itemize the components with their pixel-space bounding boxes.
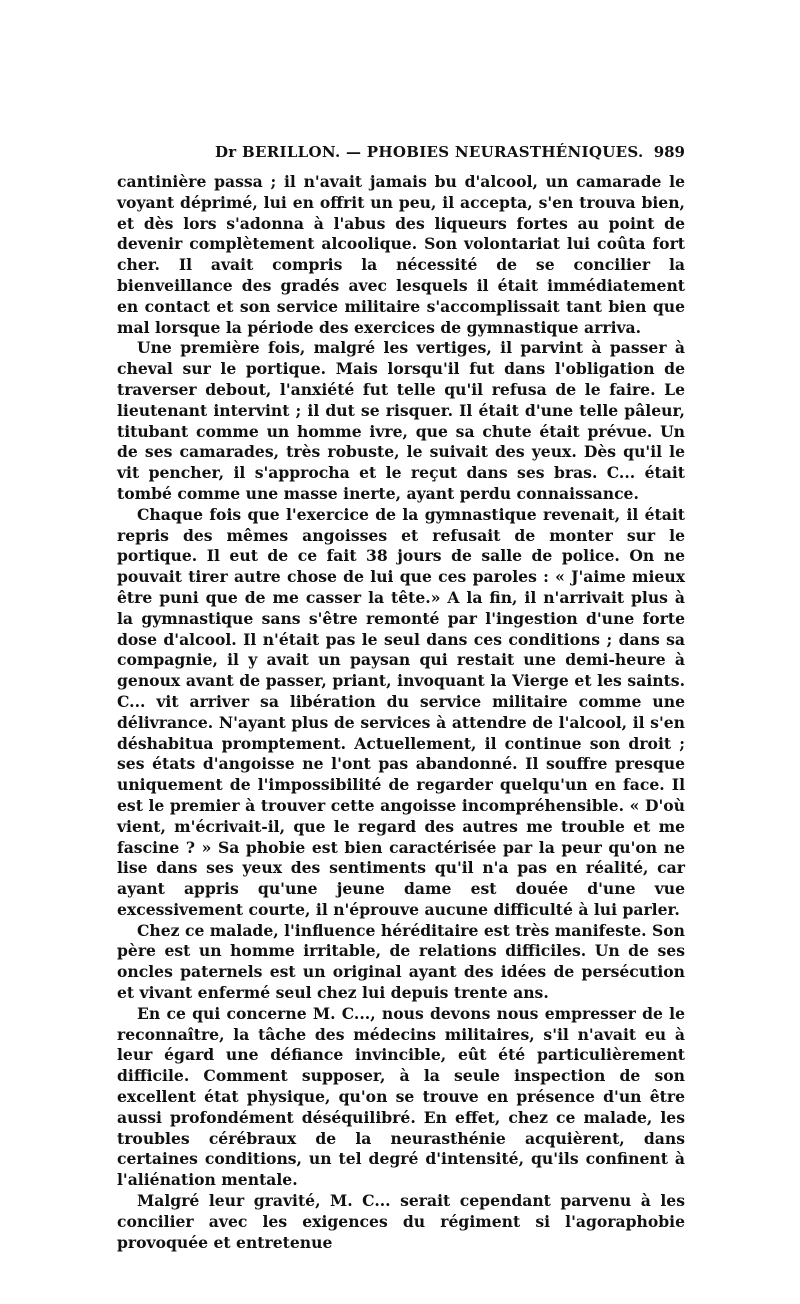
running-head: Dr BERILLON. — PHOBIES NEURASTHÉNIQUES. [215, 143, 644, 161]
paragraph-continuation: cantinière passa ; il n'avait jamais bu d'alcool, un camarade le voyant déprimé, lui en offrit un peu, il accepta, s'en trouva bien, et dès lors s'adonna à l'abus des liqueurs fortes au point de devenir complètement alcoolique. Son volontariat lui coûta fort cher. Il avait compris la nécessité de se concilier la bienveillance des gradés avec lesquels il était immédiatement en contact et son service militaire s'accomplissait tant bien que mal lorsque la période des exercices de gymnastique arriva. [117, 172, 685, 337]
paragraph: Une première fois, malgré les vertiges, il parvint à passer à cheval sur le portique. Mais lorsqu'il fut dans l'obligation de traverser debout, l'anxiété fut telle qu'il refusa de le faire. Le lieutenant intervint ; il dut se risquer. Il était d'une telle pâleur, titubant comme un homme ivre, que sa chute était prévue. Un de ses camarades, très robuste, le suivait des yeux. Dès qu'il le vit pencher, il s'approcha et le reçut dans ses bras. C... était tombé comme une masse inerte, ayant perdu connaissance. [117, 338, 685, 503]
paragraph: En ce qui concerne M. C..., nous devons nous empresser de le reconnaître, la tâche des médecins militaires, s'il n'avait eu à leur égard une défiance invincible, eût été particulièrement difficile. Comment supposer, à la seule inspection de son excellent état physique, qu'on se trouve en présence d'un être aussi profondément déséquilibré. En effet, chez ce malade, les troubles cérébraux de la neurasthénie acquièrent, dans certaines conditions, un tel degré d'intensité, qu'ils confinent à l'aliénation mentale. [117, 1003, 685, 1190]
paragraph: Chaque fois que l'exercice de la gymnastique revenait, il était repris des mêmes angoisses et refusait de monter sur le portique. Il eut de ce fait 38 jours de salle de police. On ne pouvait tirer autre chose de lui que ces paroles : « J'aime mieux être puni que de me casser la tête.» A la fin, il n'arrivait plus à la gymnastique sans s'être remonté par l'ingestion d'une forte dose d'alcool. Il n'était pas le seul dans ces conditions ; dans sa compagnie, il y avait un paysan qui restait une demi-heure à genoux avant de passer, priant, invoquant la Vierge et les saints. C... vit arriver sa libération du service militaire comme une délivrance. N'ayant plus de services à attendre de l'alcool, il s'en déshabitua promptement. Actuellement, il continue son droit ; ses états d'angoisse ne l'ont pas abandonné. Il souffre presque uniquement de l'impossibilité de regarder quelqu'un en face. Il est le premier à trouver cette angoisse incompréhensible. « D'où vient, m'écrivait-il, que le regard des autres me trouble et me fascine ? » Sa phobie est bien caractérisée par la peur qu'on ne lise dans ses yeux des sentiments qu'il n'a pas en réalité, car ayant appris qu'une jeune dame est douée d'une vue excessivement courte, il n'éprouve aucune difficulté à lui parler. [117, 504, 685, 919]
paragraph: Chez ce malade, l'influence héréditaire est très manifeste. Son père est un homme irritable, de relations difficiles. Un de ses oncles paternels est un original ayant des idées de persécution et vivant enfermé seul chez lui depuis trente ans. [117, 920, 686, 1003]
page-header [117, 143, 685, 167]
page-number: 989 [653, 143, 685, 161]
paragraph: Malgré leur gravité, M. C... serait cependant parvenu à les concilier avec les exigences du régiment si l'agoraphobie provoquée et entretenue [117, 1191, 685, 1252]
body-text [117, 172, 685, 1253]
